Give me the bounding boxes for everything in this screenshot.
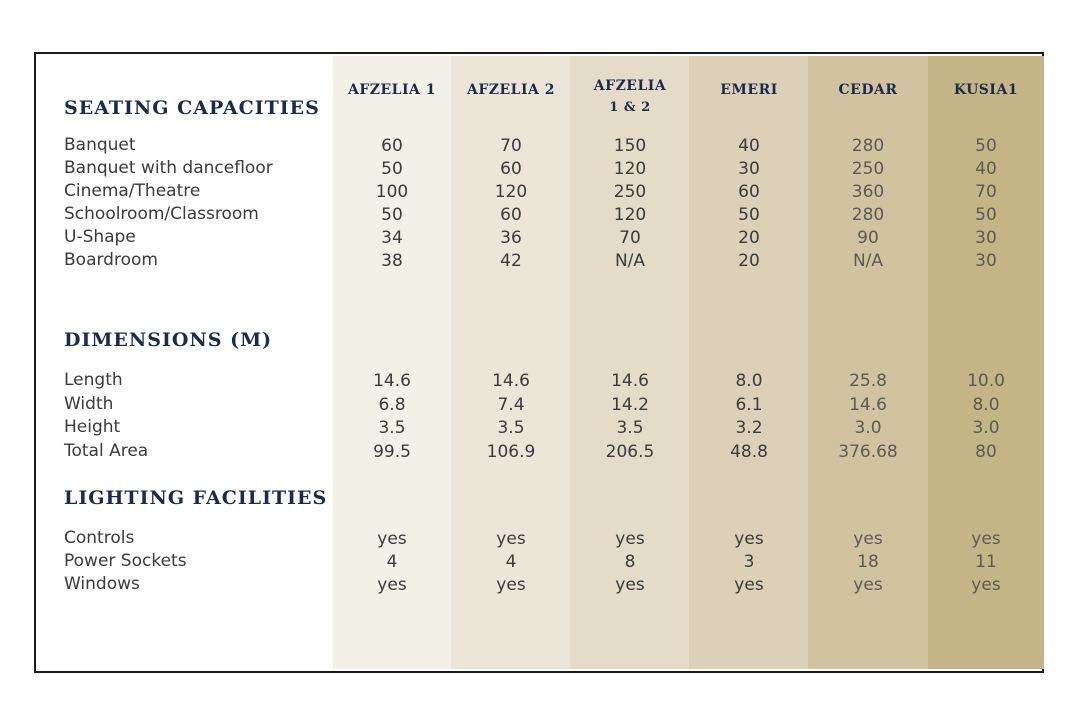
table-cell: 106.9 [486,441,536,462]
table-cell: 250 [851,159,885,179]
table-cell: 7.4 [497,394,525,415]
table-cell: 50 [381,205,403,225]
table-cell: 10.0 [967,371,1005,391]
table-cell: 3.5 [616,418,644,438]
table-cell: 100 [375,182,409,202]
table-cell: 36 [500,228,522,248]
table-cell: 3.0 [854,418,882,438]
table-cell: 4 [386,552,398,572]
table-cell: 4 [505,552,517,572]
table-cell: yes [971,529,1001,549]
table-cell: 280 [851,136,885,156]
table-cell: 8.0 [972,394,1000,415]
column-header-emeri: EMERI [720,82,778,98]
column-header-kusia1: KUSIA1 [953,82,1019,98]
column-header-cedar: CEDAR [838,82,898,98]
table-cell: 50 [381,159,403,179]
table-cell: 3 [743,552,755,572]
table-cell: 14.6 [373,371,411,391]
table-cell: 42 [500,251,522,271]
table-cell: 80 [975,441,997,462]
table-cell: 8 [624,552,636,572]
table-cell: 50 [975,205,997,225]
table-cell: 90 [857,228,879,248]
column-header-afzelia-1: AFZELIA 1 [347,82,437,98]
row-label: Width [64,393,114,414]
column-header-afzelia-1-2-line1: AFZELIA [593,78,667,94]
table-cell: 6.8 [378,394,406,415]
table-cell: 60 [381,136,403,156]
table-cell: 120 [613,159,647,179]
column-header-afzelia-1-2 [571,76,689,118]
table-cell: yes [734,529,764,549]
table-cell: yes [615,575,645,595]
row-label: Total Area [64,440,149,461]
table-cell: yes [734,575,764,595]
table-cell: yes [615,529,645,549]
table-cell: N/A [614,251,646,271]
row-label: Banquet with dancefloor [64,158,273,178]
row-label: Cinema/Theatre [64,181,201,201]
table-cell: 8.0 [735,371,763,391]
column-header-afzelia-1-2-line2: 1 & 2 [609,100,651,115]
table-cell: 3.0 [972,418,1000,438]
table-cell: yes [377,529,407,549]
table-cell: 14.2 [611,394,649,415]
table-cell: 14.6 [492,371,530,391]
row-label: Length [64,370,123,390]
table-cell: 3.5 [497,418,525,438]
table-cell: 50 [738,205,760,225]
capacity-table [34,52,1044,673]
table-cell: 70 [975,182,997,202]
row-label: Height [64,417,121,437]
row-label: Schoolroom/Classroom [64,204,259,224]
table-cell: 70 [619,228,641,248]
table-cell: 48.8 [730,441,768,462]
table-cell: 30 [975,228,997,248]
table-cell: 280 [851,205,885,225]
table-cell: yes [853,529,883,549]
table-cell: 11 [975,552,997,572]
table-cell: 376.68 [838,441,898,462]
table-cell: 34 [381,228,403,248]
section-title-dimensions: DIMENSIONS (M) [64,329,273,351]
row-label: Boardroom [64,250,158,270]
table-cell: 40 [975,159,997,179]
column-header-afzelia-2: AFZELIA 2 [466,82,556,98]
table-cell: 150 [613,136,647,156]
table-cell: 14.6 [849,394,887,415]
table-cell: 14.6 [611,371,649,391]
table-cell: 30 [738,159,760,179]
table-cell: yes [377,575,407,595]
table-cell: 30 [975,251,997,271]
table-cell: 25.8 [849,371,887,391]
table-cell: N/A [852,251,884,271]
table-cell: 360 [851,182,885,202]
row-label: Power Sockets [64,551,187,571]
table-cell: yes [853,575,883,595]
row-label: U-Shape [64,227,136,247]
table-cell: 250 [613,182,647,202]
row-label: Windows [64,574,140,594]
table-cell: 20 [738,251,760,271]
table-cell: 99.5 [373,441,411,462]
table-cell: 206.5 [605,441,655,462]
table-cell: yes [971,575,1001,595]
row-label: Banquet [64,135,136,155]
section-title-lighting: LIGHTING FACILITIES [64,487,328,509]
table-cell: 3.5 [378,418,406,438]
table-cell: yes [496,575,526,595]
table-cell: 18 [857,552,879,572]
table-cell: 70 [500,136,522,156]
table-cell: 120 [613,205,647,225]
table-cell: 50 [975,136,997,156]
table-cell: 60 [500,159,522,179]
table-cell: 40 [738,136,760,156]
table-cell: 20 [738,228,760,248]
table-cell: 6.1 [735,394,763,415]
table-cell: 60 [500,205,522,225]
table-cell: 120 [494,182,528,202]
section-title-seating: SEATING CAPACITIES [64,97,320,119]
table-cell: 60 [738,182,760,202]
table-cell: 38 [381,251,403,271]
table-cell: 3.2 [735,418,763,438]
table-cell: yes [496,529,526,549]
row-label: Controls [64,528,135,548]
